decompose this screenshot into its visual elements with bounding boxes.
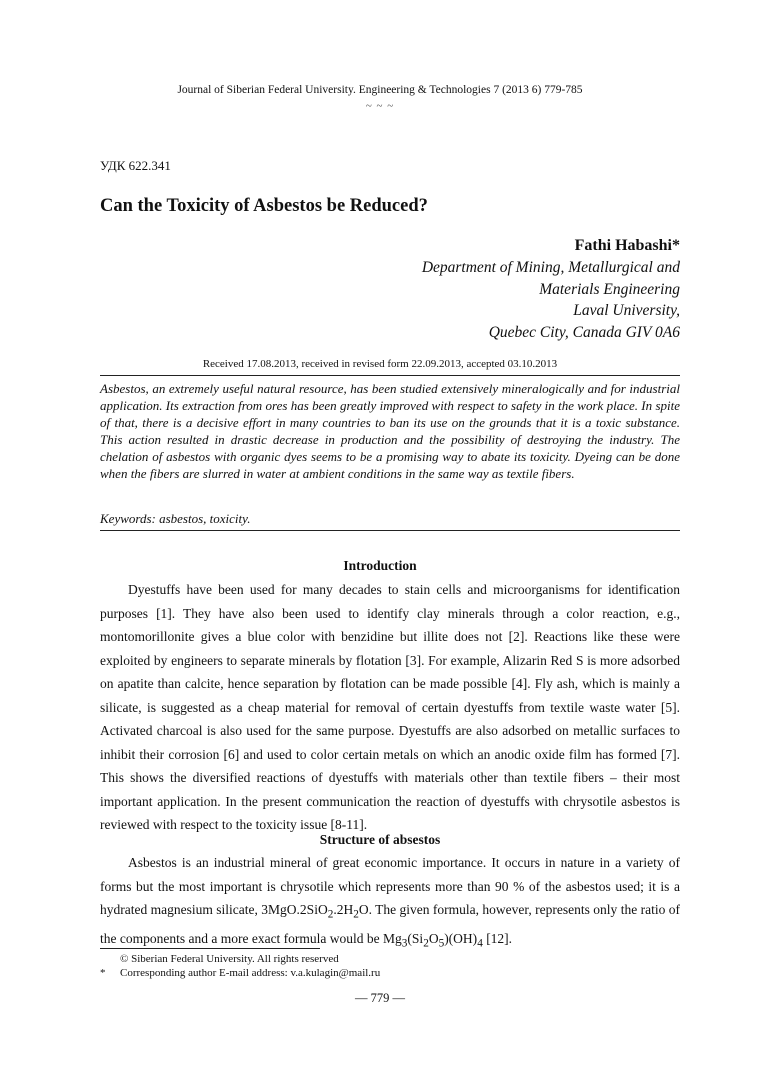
udk-code: УДК 622.341 [100,158,171,173]
author-name: Fathi Habashi* [574,237,680,254]
abstract: Asbestos, an extremely useful natural resource, has been studied extensively mineralogically and for industrial application. Its extraction from ores has been greatly improved with respect to safety in the work place. In spite of that, there is a decisive effort in many countries to ban its use on the grounds that it is a toxic substance. This action resulted in drastic decrease in production and the possibility of destroying the industry. The chelation of asbestos with organic dyes seems to be a promising way to abate its toxicity. Dyeing can be done when the fibers are slurred in water at ambient conditions in the same way as textile fibers. [100,381,680,481]
abstract-bottom-rule [100,530,680,531]
article-title: Can the Toxicity of Asbestos be Reduced? [100,196,428,216]
received-dates: Received 17.08.2013, received in revised form 22.09.2013, accepted 03.10.2013 [202,358,558,370]
keywords: Keywords: asbestos, toxicity. [100,511,251,526]
corresponding-author-footnote: * Corresponding author E-mail address: v.a.kulagin@mail.ru [100,967,381,979]
introduction-heading: Introduction [343,558,417,573]
journal-header: Journal of Siberian Federal University. Engineering & Technologies 7 (2013 6) 779-785 [177,84,583,96]
affiliation-line: Department of Mining, Metallurgical and [421,259,680,276]
structure-heading: Structure of absestos [319,832,441,847]
abstract-top-rule [100,375,680,376]
affiliation-line: Laval University, [573,302,680,319]
affiliation-line: Materials Engineering [539,280,680,298]
footnote-rule [100,948,320,949]
header-ornament: ~ ~ ~ [365,100,395,112]
copyright-footnote: © Siberian Federal University. All rights reserved [120,953,339,965]
introduction-paragraph: Dyestuffs have been used for many decades to stain cells and microorganisms for identification purposes [1]. They have also been used to identify clay minerals through a color reaction, e.g., montomorillonite gives a blue color with benzidine but illite does not [2]. Reactions like these were exploited by engineers to separate minerals by flotation [3]. For example, Alizarin Red S is more adsorbed on apatite than calcite, hence separation by flotation can be made possible [4]. Fly ash, which is mainly a silicate, is suggested as a cheap material for removal of certain dyestuffs from textile waste water [5]. Activated charcoal is also used for the same purpose. Dyestuffs are also adsorbed on metallic surfaces to inhibit their corrosion [6] and used to color certain metals on which an anodic oxide film has formed [7]. This shows the diversified reactions of dyestuffs with materials other than textile fibers – their most important application. In the present communication the reaction of dyestuffs with chrysotile asbestos is reviewed with respect to the toxicity issue [8-11]. [100,582,680,832]
author-affiliation [280,257,680,343]
affiliation-line: Quebec City, Canada GIV 0A6 [488,323,680,341]
structure-paragraph: Asbestos is an industrial mineral of great economic importance. It occurs in nature in a variety of forms but the most important is chrysotile which represents more than 90 % of the asbestos used; it is a hydrated magnesium silicate, $3MgO.2SiO_2.2H_2O$. The given formula, however, represents only the ratio of the components and a more exact formula would be $Mg_3(Si_2O_5)(OH)_4$ [12]. [100,855,680,950]
page-number: — 779 — [355,991,405,1005]
